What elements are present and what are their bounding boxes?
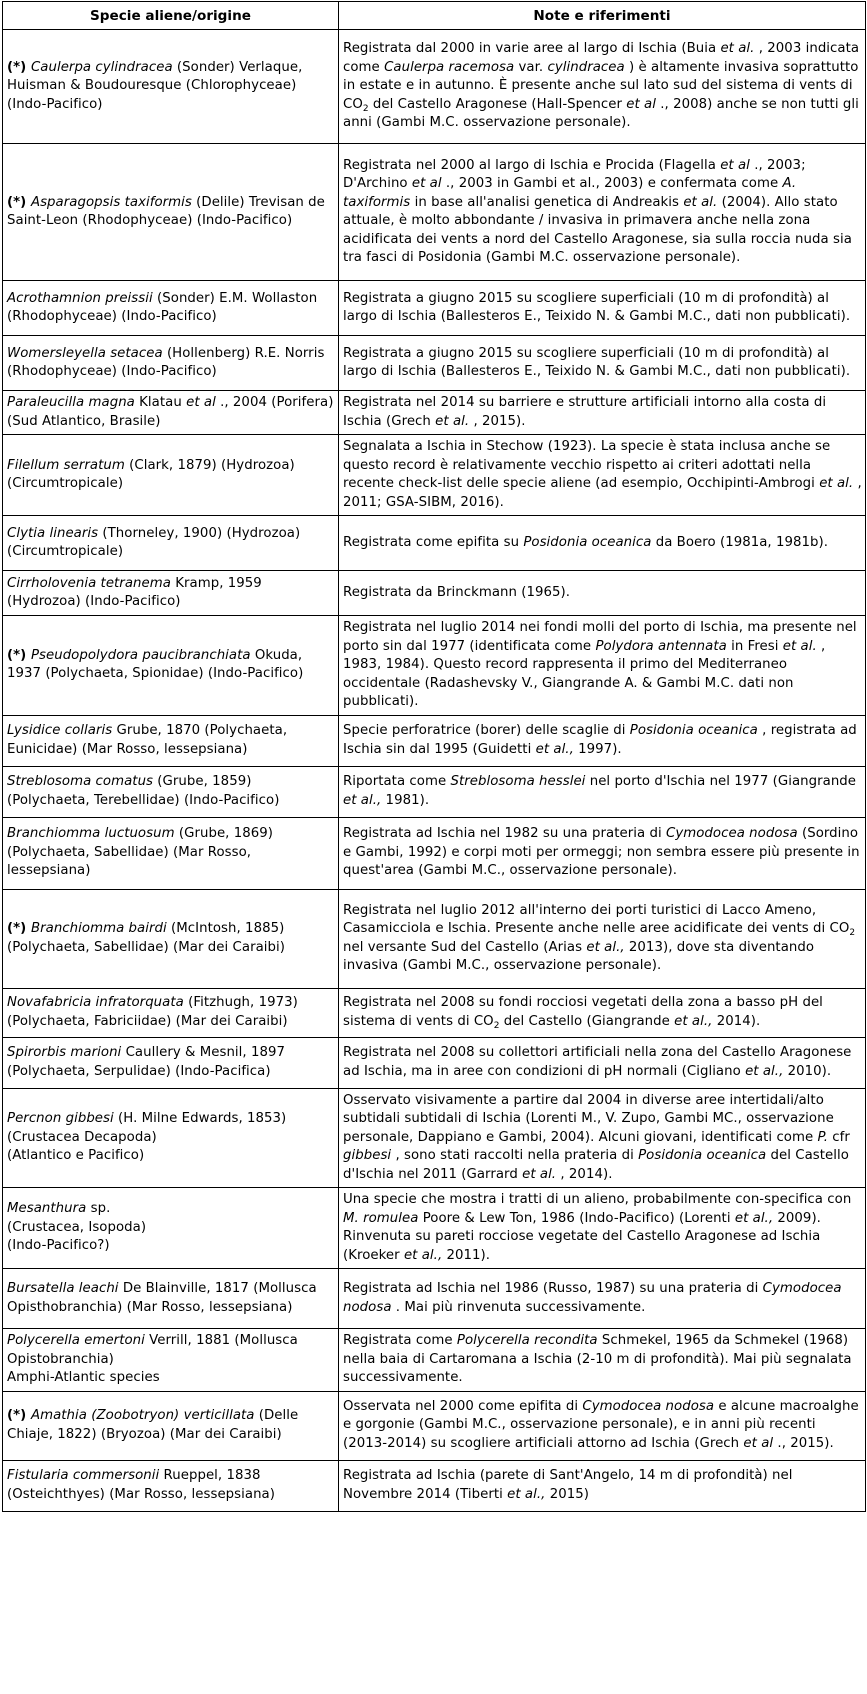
table-row	[3, 516, 866, 571]
notes-cell: Registrata nel luglio 2014 nei fondi molli del porto di Ischia, ma presente nel porto sin dal 1977 (identificata come Polydora antennata in Fresi et al. , 1983, 1984). Questo record rappresenta il primo del Mediterraneo occidentale (Radashevsky V., Giangrande A. & Gambi M.C. dati non pubblicati).	[339, 616, 866, 716]
species-cell: (*) Pseudopolydora paucibranchiata Okuda, 1937 (Polychaeta, Spionidae) (Indo-Pacifico)	[3, 616, 339, 716]
species-cell: Percnon gibbesi (H. Milne Edwards, 1853) (Crustacea Decapoda) (Atlantico e Pacifico)	[3, 1088, 339, 1188]
notes-cell: Registrata ad Ischia nel 1982 su una prateria di Cymodocea nodosa (Sordino e Gambi, 1992) e corpi moti per ormeggi; non sembra essere più presente in quest'area (Gambi M.C., osservazione personale).	[339, 817, 866, 889]
notes-cell: Registrata da Brinckmann (1965).	[339, 571, 866, 616]
table-row	[3, 1460, 866, 1511]
notes-cell: Registrata dal 2000 in varie aree al largo di Ischia (Buia et al. , 2003 indicata come Caulerpa racemosa var. cylindracea ) è altamente invasiva soprattutto in estate e in autunno. È presente anche sul lato sud del sistema di vents di $CO_2$ del Castello Aragonese (Hall-Spencer et al ., 2008) anche se non tutti gli anni (Gambi M.C. osservazione personale).	[339, 30, 866, 144]
species-cell: Acrothamnion preissii (Sonder) E.M. Wollaston (Rhodophyceae) (Indo-Pacifico)	[3, 281, 339, 336]
notes-cell: Registrata a giugno 2015 su scogliere superficiali (10 m di profondità) al largo di Ischia (Ballesteros E., Teixido N. & Gambi M.C., dati non pubblicati).	[339, 281, 866, 336]
species-cell: (*) Amathia (Zoobotryon) verticillata (Delle Chiaje, 1822) (Bryozoa) (Mar dei Caraibi)	[3, 1391, 339, 1460]
table-row	[3, 391, 866, 435]
notes-cell: Registrata ad Ischia (parete di Sant'Angelo, 14 m di profondità) nel Novembre 2014 (Tiberti et al., 2015)	[339, 1460, 866, 1511]
table-row	[3, 281, 866, 336]
species-cell: Paraleucilla magna Klatau et al ., 2004 (Porifera) (Sud Atlantico, Brasile)	[3, 391, 339, 435]
notes-cell: Registrata ad Ischia nel 1986 (Russo, 1987) su una prateria di Cymodocea nodosa . Mai più rinvenuta successivamente.	[339, 1269, 866, 1329]
species-cell: (*) Branchiomma bairdi (McIntosh, 1885) (Polychaeta, Sabellidae) (Mar dei Caraibi)	[3, 889, 339, 988]
species-cell: Filellum serratum (Clark, 1879) (Hydrozoa) (Circumtropicale)	[3, 435, 339, 516]
header-notes: Note e riferimenti	[339, 2, 866, 30]
notes-cell: Riportata come Streblosoma hesslei nel porto d'Ischia nel 1977 (Giangrande et al., 1981).	[339, 766, 866, 817]
table-row	[3, 1391, 866, 1460]
species-cell: Mesanthura sp. (Crustacea, Isopoda) (Indo-Pacifico?)	[3, 1188, 339, 1269]
notes-cell: Registrata nel 2008 su collettori artificiali nella zona del Castello Aragonese ad Ischia, ma in aree con condizioni di pH normali (Cigliano et al., 2010).	[339, 1037, 866, 1088]
species-cell: Fistularia commersonii Rueppel, 1838 (Osteichthyes) (Mar Rosso, lessepsiana)	[3, 1460, 339, 1511]
header-species: Specie aliene/origine	[3, 2, 339, 30]
table-row	[3, 1329, 866, 1392]
table-row	[3, 336, 866, 391]
species-cell: (*) Caulerpa cylindracea (Sonder) Verlaque, Huisman & Boudouresque (Chlorophyceae) (Indo-Pacifico)	[3, 30, 339, 144]
notes-cell: Registrata nel 2014 su barriere e strutture artificiali intorno alla costa di Ischia (Grech et al. , 2015).	[339, 391, 866, 435]
notes-cell: Registrata nel 2008 su fondi rocciosi vegetati della zona a basso pH del sistema di vents di $CO_2$ del Castello (Giangrande et al., 2014).	[339, 988, 866, 1037]
species-cell: Spirorbis marioni Caullery & Mesnil, 1897 (Polychaeta, Serpulidae) (Indo-Pacifica)	[3, 1037, 339, 1088]
notes-cell: Registrata nel 2000 al largo di Ischia e Procida (Flagella et al ., 2003; D'Archino et al ., 2003 in Gambi et al., 2003) e confermata come A. taxiformis in base all'analisi genetica di Andreakis et al. (2004). Allo stato attuale, è molto abbondante / invasiva in primavera anche nella zona acidificata dei vents a nord del Castello Aragonese, sia sulla roccia nuda sia tra fasci di Posidonia (Gambi M.C. osservazione personale).	[339, 144, 866, 281]
notes-cell: Registrata a giugno 2015 su scogliere superficiali (10 m di profondità) al largo di Ischia (Ballesteros E., Teixido N. & Gambi M.C., dati non pubblicati).	[339, 336, 866, 391]
species-cell: Bursatella leachi De Blainville, 1817 (Mollusca Opisthobranchia) (Mar Rosso, lessepsiana)	[3, 1269, 339, 1329]
notes-cell: Registrata come epifita su Posidonia oceanica da Boero (1981a, 1981b).	[339, 516, 866, 571]
header-row	[3, 2, 866, 30]
table-row	[3, 1269, 866, 1329]
table-row	[3, 144, 866, 281]
table-row	[3, 715, 866, 766]
table-row	[3, 435, 866, 516]
notes-cell: Osservata nel 2000 come epifita di Cymodocea nodosa e alcune macroalghe e gorgonie (Gambi M.C., osservazione personale), e in anni più recenti (2013-2014) su scogliere artificiali attorno ad Ischia (Grech et al ., 2015).	[339, 1391, 866, 1460]
table-row	[3, 571, 866, 616]
species-cell: Clytia linearis (Thorneley, 1900) (Hydrozoa)(Circumtropicale)	[3, 516, 339, 571]
table-body	[3, 30, 866, 1512]
notes-cell: Osservato visivamente a partire dal 2004 in diverse aree intertidali/alto subtidali subtidali di Ischia (Lorenti M., V. Zupo, Gambi MC., osservazione personale, Dappiano e Gambi, 2004). Alcuni giovani, identificati come P. cfr gibbesi , sono stati raccolti nella prateria di Posidonia oceanica del Castello d'Ischia nel 2011 (Garrard et al. , 2014).	[339, 1088, 866, 1188]
notes-cell: Registrata come Polycerella recondita Schmekel, 1965 da Schmekel (1968) nella baia di Cartaromana a Ischia (2-10 m di profondità). Mai più segnalata successivamente.	[339, 1329, 866, 1392]
species-cell: Branchiomma luctuosum (Grube, 1869) (Polychaeta, Sabellidae) (Mar Rosso, lessepsiana)	[3, 817, 339, 889]
table-row	[3, 889, 866, 988]
notes-cell: Specie perforatrice (borer) delle scaglie di Posidonia oceanica , registrata ad Ischia sin dal 1995 (Guidetti et al., 1997).	[339, 715, 866, 766]
species-cell: Cirrholovenia tetranema Kramp, 1959 (Hydrozoa) (Indo-Pacifico)	[3, 571, 339, 616]
table-row	[3, 616, 866, 716]
species-cell: Womersleyella setacea (Hollenberg) R.E. Norris (Rhodophyceae) (Indo-Pacifico)	[3, 336, 339, 391]
table-row	[3, 1037, 866, 1088]
notes-cell: Segnalata a Ischia in Stechow (1923). La specie è stata inclusa anche se questo record è relativamente vecchio rispetto ai criteri adottati nella recente check-list delle specie aliene (ad esempio, Occhipinti-Ambrogi et al. , 2011; GSA-SIBM, 2016).	[339, 435, 866, 516]
notes-cell: Registrata nel luglio 2012 all'interno dei porti turistici di Lacco Ameno, Casamicciola e Ischia. Presente anche nelle aree acidificate dei vents di $CO_2$ nel versante Sud del Castello (Arias et al., 2013), dove sta diventando invasiva (Gambi M.C., osservazione personale).	[339, 889, 866, 988]
table-row	[3, 988, 866, 1037]
table-row	[3, 817, 866, 889]
species-cell: Streblosoma comatus (Grube, 1859) (Polychaeta, Terebellidae) (Indo-Pacifico)	[3, 766, 339, 817]
table-row	[3, 766, 866, 817]
species-cell: Novafabricia infratorquata (Fitzhugh, 1973) (Polychaeta, Fabriciidae) (Mar dei Caraibi)	[3, 988, 339, 1037]
species-cell: Lysidice collaris Grube, 1870 (Polychaeta, Eunicidae) (Mar Rosso, lessepsiana)	[3, 715, 339, 766]
table-row	[3, 1088, 866, 1188]
species-cell: Polycerella emertoni Verrill, 1881 (Mollusca Opistobranchia) Amphi-Atlantic species	[3, 1329, 339, 1392]
species-table	[2, 1, 866, 1512]
notes-cell: Una specie che mostra i tratti di un alieno, probabilmente con-specifica con M. romulea Poore & Lew Ton, 1986 (Indo-Pacifico) (Lorenti et al., 2009). Rinvenuta su pareti rocciose vegetate del Castello Aragonese ad Ischia (Kroeker et al., 2011).	[339, 1188, 866, 1269]
table-row	[3, 30, 866, 144]
table-row	[3, 1188, 866, 1269]
species-cell: (*) Asparagopsis taxiformis (Delile) Trevisan de Saint-Leon (Rhodophyceae) (Indo-Pacifico)	[3, 144, 339, 281]
